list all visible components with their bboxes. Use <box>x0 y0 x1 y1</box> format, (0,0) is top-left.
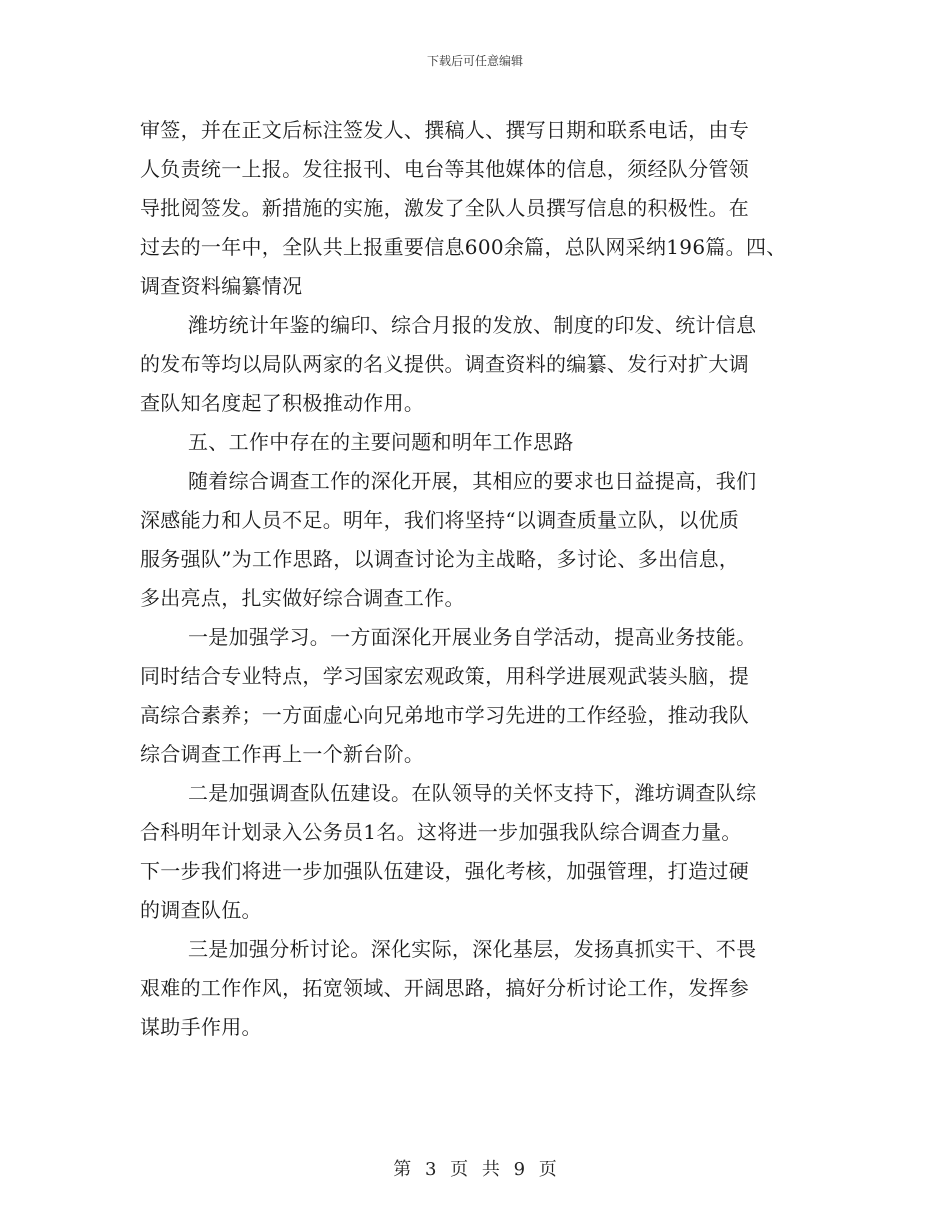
text-line: 二是加强调查队伍建设。在队领导的关怀支持下，潍坊调查队综 <box>188 781 757 805</box>
text-line: 下一步我们将进一步加强队伍建设，强化考核，加强管理，打造过硬 <box>140 859 749 883</box>
text-line: 潍坊统计年鉴的编印、综合月报的发放、制度的印发、统计信息 <box>188 313 757 337</box>
footer-total-word: 共 <box>481 1159 500 1180</box>
text-line: 的调查队伍。 <box>140 898 262 922</box>
text-line: 多出亮点，扎实做好综合调查工作。 <box>140 586 465 610</box>
current-page-number: 3 <box>424 1159 437 1180</box>
page-footer <box>0 1155 950 1181</box>
text-line: 导批阅签发。新措施的实施，激发了全队人员撰写信息的积极性。在 <box>140 196 749 220</box>
text-line: 过去的一年中，全队共上报重要信息600余篇，总队网采纳196篇。四、 <box>140 235 787 259</box>
text-line: 深感能力和人员不足。明年，我们将坚持“以调查质量立队，以优质 <box>140 508 740 532</box>
text-line: 艰难的工作作风，拓宽领域、开阔思路，搞好分析讨论工作，发挥参 <box>140 976 749 1000</box>
text-line: 同时结合专业特点，学习国家宏观政策，用科学进展观武装头脑，提 <box>140 664 749 688</box>
text-line: 的发布等均以局队两家的名义提供。调查资料的编纂、发行对扩大调 <box>140 352 749 376</box>
text-line: 一是加强学习。一方面深化开展业务自学活动，提高业务技能。 <box>188 625 757 649</box>
text-line: 三是加强分析讨论。深化实际，深化基层，发扬真抓实干、不畏 <box>188 937 757 961</box>
text-line: 随着综合调查工作的深化开展，其相应的要求也日益提高，我们 <box>188 469 757 493</box>
text-line: 查队知名度起了积极推动作用。 <box>140 391 425 415</box>
text-line: 服务强队”为工作思路，以调查讨论为主战略，多讨论、多出信息， <box>140 547 740 571</box>
text-line: 合科明年计划录入公务员1名。这将进一步加强我队综合调查力量。 <box>140 820 742 844</box>
text-line: 谋助手作用。 <box>140 1015 262 1039</box>
section-heading: 调查资料编纂情况 <box>140 274 303 298</box>
total-page-number: 9 <box>513 1159 526 1180</box>
footer-page-word: 页 <box>450 1159 469 1180</box>
text-line: 审签，并在正文后标注签发人、撰稿人、撰写日期和联系电话，由专 <box>140 118 749 142</box>
text-line: 人负责统一上报。发往报刊、电台等其他媒体的信息，须经队分管领 <box>140 157 749 181</box>
text-line: 高综合素养；一方面虚心向兄弟地市学习先进的工作经验，推动我队 <box>140 703 749 727</box>
text-line: 综合调查工作再上一个新台阶。 <box>140 742 425 766</box>
footer-suffix: 页 <box>538 1159 557 1180</box>
page-header: 下载后可任意编辑 <box>426 54 523 68</box>
footer-prefix: 第 <box>393 1159 412 1180</box>
section-heading: 五、工作中存在的主要问题和明年工作思路 <box>188 430 574 454</box>
